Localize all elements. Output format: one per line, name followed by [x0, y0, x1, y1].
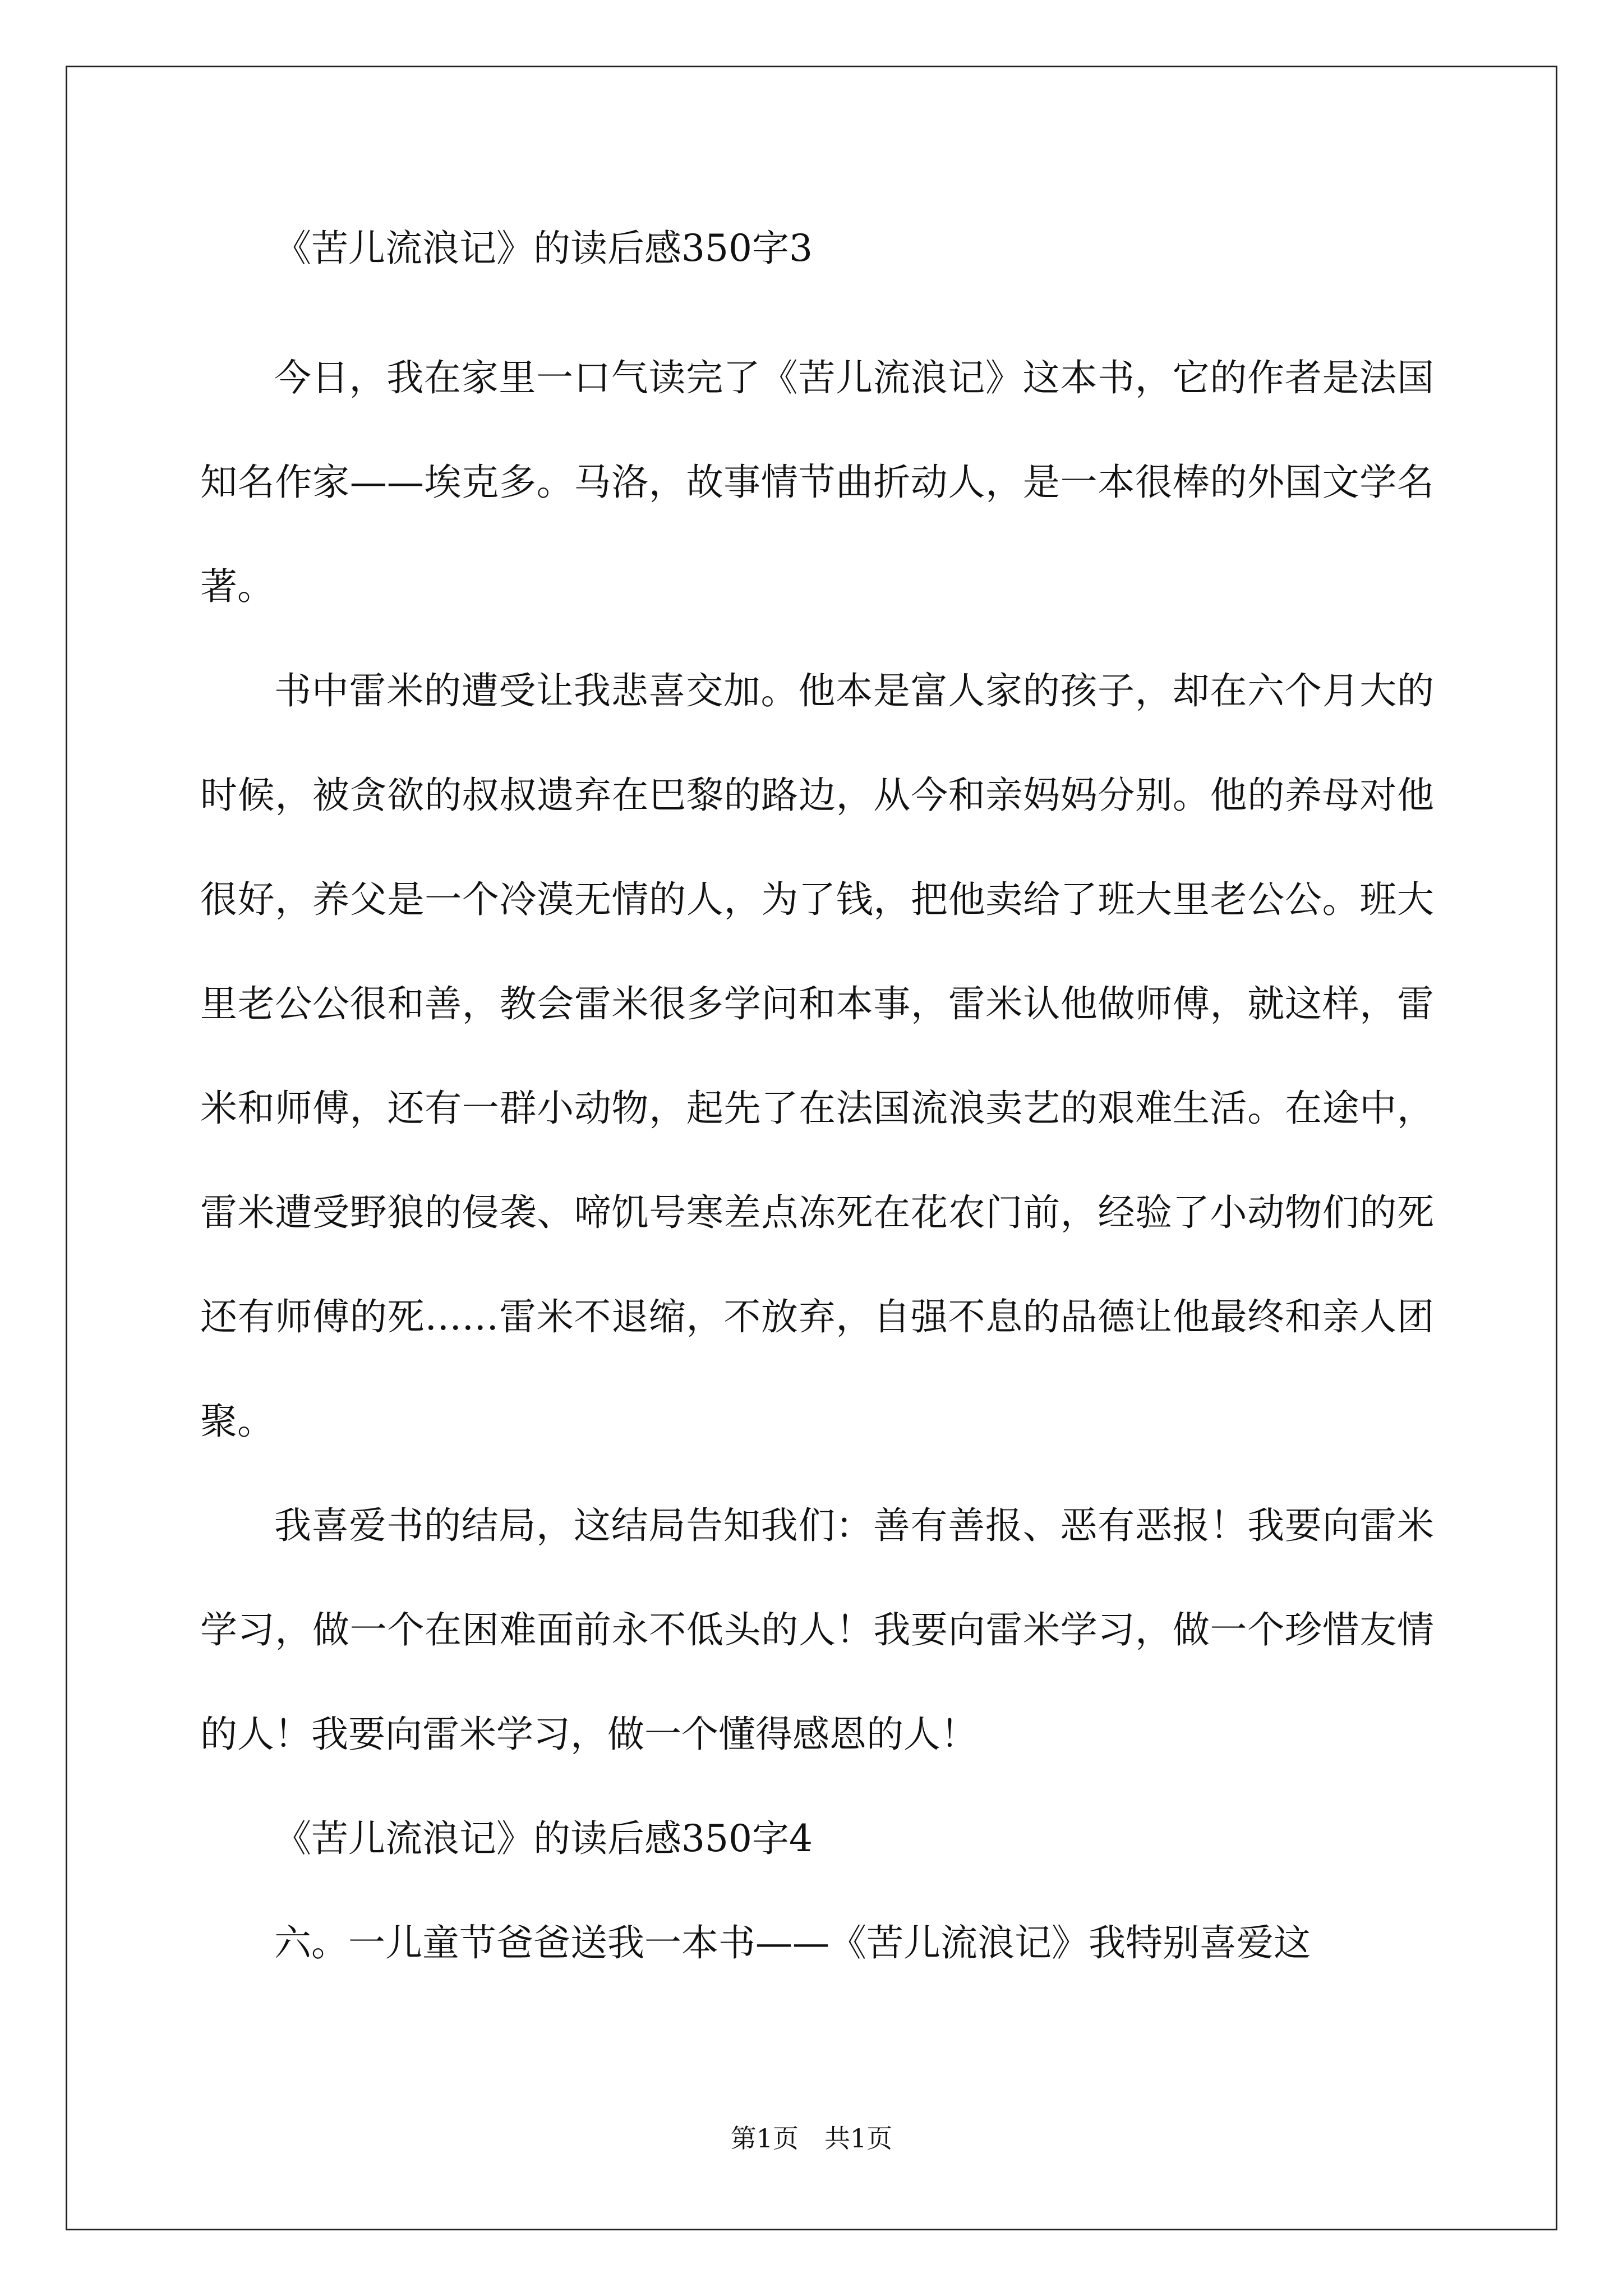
paragraph-story: 书中雷米的遭受让我悲喜交加。他本是富人家的孩子，却在六个月大的时候，被贪欲的叔叔遗弃在巴黎的路边，从今和亲妈妈分别。他的养母对他很好，养父是一个冷漠无情的人，为了钱，把他卖给了班大里老公公。班大里老公公很和善，教会雷米很多学问和本事，雷米认他做师傅，就这样，雷米和师傅，还有一群小动物，起先了在法国流浪卖艺的艰难生活。在途中，雷米遭受野狼的侵袭、啼饥号寒差点冻死在花农门前，经验了小动物们的死还有师傅的死……雷米不退缩，不放弃，自强不息的品德让他最终和亲人团聚。: [200, 669, 1434, 1443]
paragraph-section4-start: 六。一儿童节爸爸送我一本书——《苦儿流浪记》我特别喜爱这: [274, 1921, 1311, 1964]
paragraph-conclusion: 我喜爱书的结局，这结局告知我们：善有善报、恶有恶报！我要向雷米学习，做一个在困难面前永不低头的人！我要向雷米学习，做一个珍惜友情的人！我要向雷米学习，做一个懂得感恩的人！: [200, 1504, 1434, 1756]
page-number-footer: 第1页 共1页: [730, 2123, 893, 2154]
section-heading-4: 《苦儿流浪记》的读后感350字4: [274, 1817, 813, 1860]
section-heading-3: 《苦儿流浪记》的读后感350字3: [274, 227, 813, 270]
paragraph-intro: 今日，我在家里一口气读完了《苦儿流浪记》这本书，它的作者是法国知名作家——埃克多。马洛，故事情节曲折动人，是一本很棒的外国文学名著。: [200, 356, 1434, 608]
document-body: [200, 222, 1434, 1995]
